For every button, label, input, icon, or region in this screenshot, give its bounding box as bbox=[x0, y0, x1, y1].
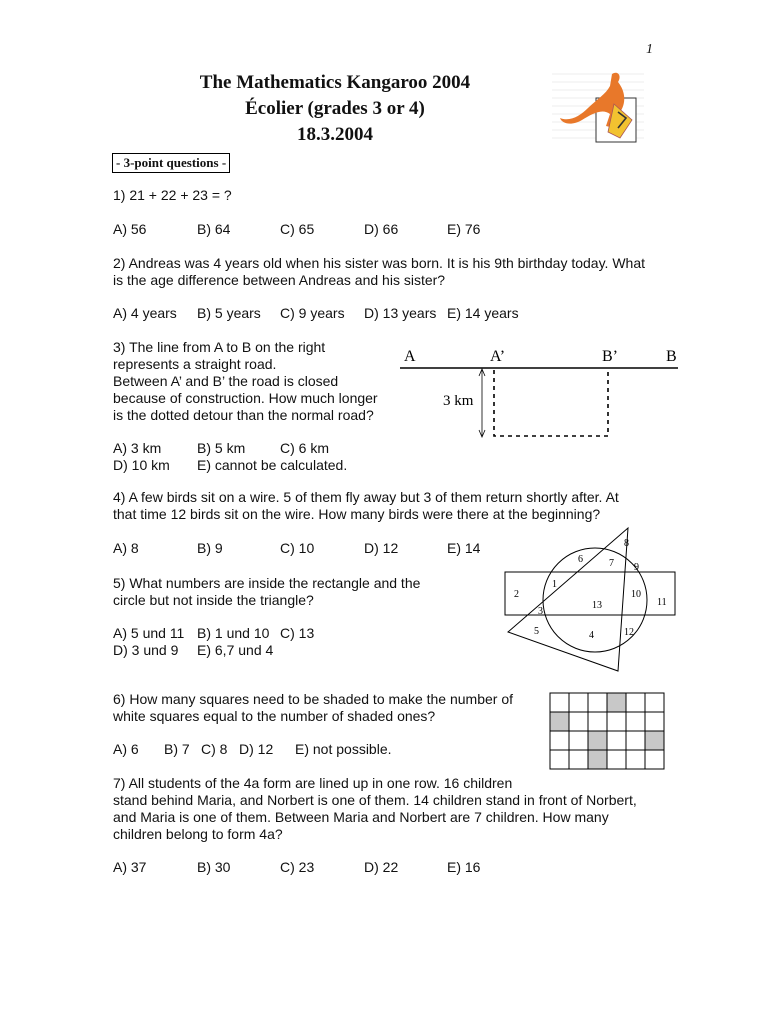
region-label: 4 bbox=[589, 630, 594, 641]
page-title: The Mathematics Kangaroo 2004 bbox=[199, 72, 471, 93]
answer-a: A) 8 bbox=[113, 540, 139, 556]
grid-cell bbox=[626, 731, 645, 750]
question-7-line: stand behind Maria, and Norbert is one of them. 14 children stand in front of Norbert, bbox=[113, 792, 637, 808]
answer-b: B) 64 bbox=[197, 221, 231, 237]
answer-a: A) 56 bbox=[113, 221, 147, 237]
question-3-line: represents a straight road. bbox=[113, 356, 277, 372]
grid-cell bbox=[645, 712, 664, 731]
answer-d: D) 10 km bbox=[113, 457, 170, 473]
grid-cell bbox=[626, 712, 645, 731]
grid-cell bbox=[569, 731, 588, 750]
page-date: 18.3.2004 bbox=[297, 124, 373, 145]
kangaroo-logo bbox=[552, 68, 644, 148]
answer-d: D) 12 bbox=[364, 540, 399, 556]
answer-e: E) not possible. bbox=[295, 741, 392, 757]
question-2: 2) Andreas was 4 years old when his sister was born. It is his 9th birthday today. What is the age difference between Andreas and his sister? bbox=[113, 255, 645, 288]
section-label: - 3-point questions - bbox=[112, 153, 230, 173]
grid-cell bbox=[626, 693, 645, 712]
answer-a: A) 6 bbox=[113, 741, 139, 757]
question-3-line: 3) The line from A to B on the right bbox=[113, 339, 326, 355]
detour-path bbox=[494, 370, 608, 436]
region-label: 5 bbox=[534, 626, 539, 637]
question-3 bbox=[113, 339, 378, 424]
grid-cell-shaded bbox=[588, 731, 607, 750]
grid-cell-shaded bbox=[550, 712, 569, 731]
region-label: 6 bbox=[578, 554, 583, 565]
grid-cell bbox=[588, 693, 607, 712]
grid-cell bbox=[645, 750, 664, 769]
answer-c: C) 10 bbox=[280, 540, 315, 556]
region-label: 11 bbox=[657, 597, 667, 608]
answer-b: B) 7 bbox=[164, 741, 190, 757]
road-diagram bbox=[396, 340, 686, 446]
answer-e: E) 14 years bbox=[447, 305, 519, 321]
answer-d: D) 3 und 9 bbox=[113, 642, 179, 658]
question-5-line: 5) What numbers are inside the rectangle and the bbox=[113, 575, 421, 591]
region-label: 12 bbox=[624, 627, 634, 638]
rectangle-shape bbox=[505, 572, 675, 615]
answer-b: B) 5 km bbox=[197, 440, 246, 456]
question-6 bbox=[113, 691, 513, 725]
region-label: 9 bbox=[634, 562, 639, 573]
question-3-line: is the dotted detour than the normal road? bbox=[113, 407, 374, 423]
region-label: 10 bbox=[631, 589, 641, 600]
grid-cell-shaded bbox=[645, 731, 664, 750]
grid-cell bbox=[569, 712, 588, 731]
answer-a: A) 37 bbox=[113, 859, 147, 875]
label-b-prime: B’ bbox=[602, 348, 618, 365]
grid-cell bbox=[550, 693, 569, 712]
question-7 bbox=[113, 775, 637, 843]
answer-e: E) cannot be calculated. bbox=[197, 457, 348, 473]
grid-cell bbox=[626, 750, 645, 769]
answer-c: C) 65 bbox=[280, 221, 315, 237]
grid-cell bbox=[607, 750, 626, 769]
question-6-line: 6) How many squares need to be shaded to make the number of bbox=[113, 691, 514, 707]
answer-c: C) 23 bbox=[280, 859, 315, 875]
grid-cell-shaded bbox=[588, 750, 607, 769]
region-label: 7 bbox=[609, 558, 614, 569]
question-7-line: children belong to form 4a? bbox=[113, 826, 283, 842]
answer-b: B) 30 bbox=[197, 859, 231, 875]
question-4: 4) A few birds sit on a wire. 5 of them fly away but 3 of them return shortly after. At that time 12 birds sit on the wire. How many birds were there at the beginning? bbox=[113, 489, 619, 522]
grid-cell bbox=[607, 712, 626, 731]
answer-e: E) 16 bbox=[447, 859, 481, 875]
answer-c: C) 13 bbox=[280, 625, 315, 641]
answer-e: E) 6,7 und 4 bbox=[197, 642, 274, 658]
question-6-line: white squares equal to the number of shaded ones? bbox=[113, 708, 436, 724]
answer-d: D) 13 years bbox=[364, 305, 437, 321]
answer-c: C) 8 bbox=[201, 741, 228, 757]
question-7-line: 7) All students of the 4a form are lined up in one row. 16 children bbox=[113, 775, 513, 791]
label-a-prime: A’ bbox=[490, 348, 506, 365]
answer-a: A) 3 km bbox=[113, 440, 162, 456]
question-5 bbox=[113, 575, 420, 609]
label-b: B bbox=[666, 348, 677, 365]
question-5-line: circle but not inside the triangle? bbox=[113, 592, 314, 608]
region-label: 2 bbox=[514, 589, 519, 600]
answer-b: B) 9 bbox=[197, 540, 223, 556]
grid-cell bbox=[569, 750, 588, 769]
region-label: 3 bbox=[538, 606, 543, 617]
grid-cell bbox=[607, 731, 626, 750]
question-3-line: because of construction. How much longer bbox=[113, 390, 378, 406]
question-1: 1) 21 + 22 + 23 = ? bbox=[113, 187, 232, 203]
grid-cell bbox=[645, 693, 664, 712]
page-subtitle: Écolier (grades 3 or 4) bbox=[245, 98, 425, 119]
answer-d: D) 12 bbox=[239, 741, 274, 757]
grid-cell bbox=[588, 712, 607, 731]
answer-a: A) 4 years bbox=[113, 305, 177, 321]
question-3-line: Between A’ and B’ the road is closed bbox=[113, 373, 339, 389]
grid-cell bbox=[569, 693, 588, 712]
answer-e: E) 76 bbox=[447, 221, 481, 237]
answer-c: C) 9 years bbox=[280, 305, 345, 321]
answer-c: C) 6 km bbox=[280, 440, 329, 456]
answer-a: A) 5 und 11 bbox=[113, 625, 185, 641]
answer-b: B) 5 years bbox=[197, 305, 261, 321]
answer-d: D) 22 bbox=[364, 859, 399, 875]
page-number: 1 bbox=[646, 42, 653, 57]
region-label: 8 bbox=[624, 538, 629, 549]
grid-cell-shaded bbox=[607, 693, 626, 712]
squares-grid bbox=[549, 692, 665, 774]
answer-e: E) 14 bbox=[447, 540, 481, 556]
venn-diagram bbox=[500, 525, 690, 675]
answer-b: B) 1 und 10 bbox=[197, 625, 270, 641]
region-label: 13 bbox=[592, 600, 602, 611]
question-7-line: and Maria is one of them. Between Maria and Norbert are 7 children. How many bbox=[113, 809, 609, 825]
label-a: A bbox=[404, 348, 416, 365]
distance-label: 3 km bbox=[443, 393, 474, 409]
region-label: 1 bbox=[552, 579, 557, 590]
grid-cell bbox=[550, 731, 569, 750]
grid-cell bbox=[550, 750, 569, 769]
answer-d: D) 66 bbox=[364, 221, 399, 237]
